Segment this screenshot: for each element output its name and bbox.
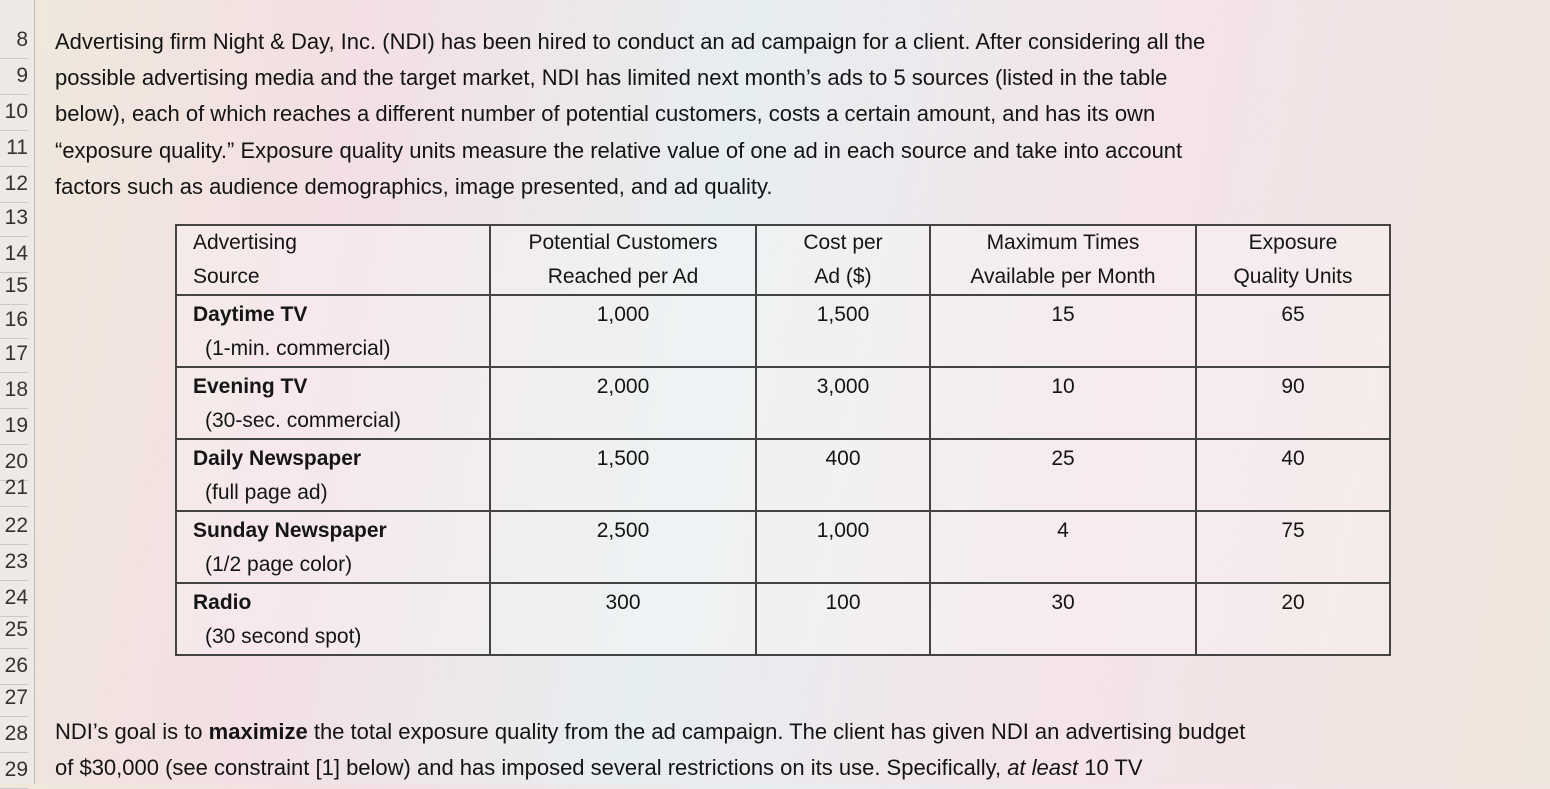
intro-line: below), each of which reaches a different number of potential customers, costs a certain amount, and has its own [55,101,1156,127]
row-number: 15 [0,268,28,305]
row-number: 25 [0,612,28,649]
header-maximum-times: Maximum Times Available per Month [930,225,1196,295]
cost-cell: 1,000 [756,511,930,583]
customers-cell: 300 [490,583,756,655]
row-number: 29 [0,752,28,789]
intro-line: Advertising firm Night & Day, Inc. (NDI) has been hired to conduct an ad campaign for a client. After considering all the [55,29,1206,54]
max-times-cell: 4 [930,511,1196,583]
row-number: 28 [0,716,28,753]
source-cell [176,439,490,511]
emphasis-at-least: at least [1007,755,1079,781]
source-name: Daytime TV [193,303,308,326]
row-number-gutter [0,0,35,784]
customers-cell: 1,500 [490,439,756,511]
row-number: 13 [0,200,28,237]
row-number: 24 [0,580,28,617]
intro-line: possible advertising media and the target market, NDI has limited next month’s ads to 5 sources (listed in the table [55,65,1168,91]
cost-cell: 100 [756,583,930,655]
row-number: 19 [0,408,28,445]
row-number: 23 [0,544,28,581]
row-number: 26 [0,648,28,685]
quality-cell: 65 [1196,295,1390,367]
quality-cell: 40 [1196,439,1390,511]
row-number: 8 [0,22,28,59]
header-cost-per-ad: Cost per Ad ($) [756,225,930,295]
goal-line: NDI’s goal is to maximize the total exposure quality from the ad campaign. The client has given NDI an advertising budget [55,719,1246,744]
intro-paragraph [55,24,1205,205]
row-number: 12 [0,166,28,203]
intro-line: factors such as audience demographics, image presented, and ad quality. [55,173,773,199]
table-row [176,511,1390,583]
row-number: 14 [0,236,28,273]
goal-line: of $30,000 (see constraint [1] below) and has imposed several restrictions on its use. Specifically, at least 10 TV [55,755,1143,781]
source-note: (30 second spot) [205,625,362,648]
source-name: Sunday Newspaper [193,519,387,542]
table-row [176,439,1390,511]
intro-line: “exposure quality.” Exposure quality units measure the relative value of one ad in each source and take into account [55,137,1183,163]
advertising-sources-table [175,224,1391,656]
header-advertising-source: Advertising Source [176,225,490,295]
source-cell [176,511,490,583]
quality-cell: 75 [1196,511,1390,583]
max-times-cell: 25 [930,439,1196,511]
row-number: 9 [0,58,28,95]
max-times-cell: 10 [930,367,1196,439]
source-name: Daily Newspaper [193,447,362,470]
customers-cell: 2,500 [490,511,756,583]
max-times-cell: 30 [930,583,1196,655]
customers-cell: 2,000 [490,367,756,439]
cost-cell: 400 [756,439,930,511]
source-note: (1-min. commercial) [205,337,391,360]
header-potential-customers: Potential Customers Reached per Ad [490,225,756,295]
row-number: 27 [0,680,28,717]
table-row [176,295,1390,367]
source-note: (30-sec. commercial) [205,409,402,432]
source-cell [176,583,490,655]
goal-paragraph [55,714,1245,786]
quality-cell: 20 [1196,583,1390,655]
row-number: 18 [0,372,28,409]
source-cell [176,367,490,439]
row-number: 11 [0,130,28,167]
max-times-cell: 15 [930,295,1196,367]
row-number: 22 [0,508,28,545]
emphasis-maximize: maximize [208,719,308,744]
row-number: 16 [0,302,28,339]
header-exposure-quality: Exposure Quality Units [1196,225,1390,295]
source-cell [176,295,490,367]
row-number: 17 [0,336,28,373]
source-note: (full page ad) [205,481,328,504]
cost-cell: 1,500 [756,295,930,367]
customers-cell: 1,000 [490,295,756,367]
quality-cell: 90 [1196,367,1390,439]
table-header-row [176,225,1390,295]
row-number: 10 [0,94,28,131]
source-name: Radio [193,591,252,614]
row-number: 20 [0,444,28,481]
source-name: Evening TV [193,375,308,398]
source-note: (1/2 page color) [205,553,353,576]
table-row [176,367,1390,439]
table-row [176,583,1390,655]
cost-cell: 3,000 [756,367,930,439]
row-number: 21 [0,470,28,507]
